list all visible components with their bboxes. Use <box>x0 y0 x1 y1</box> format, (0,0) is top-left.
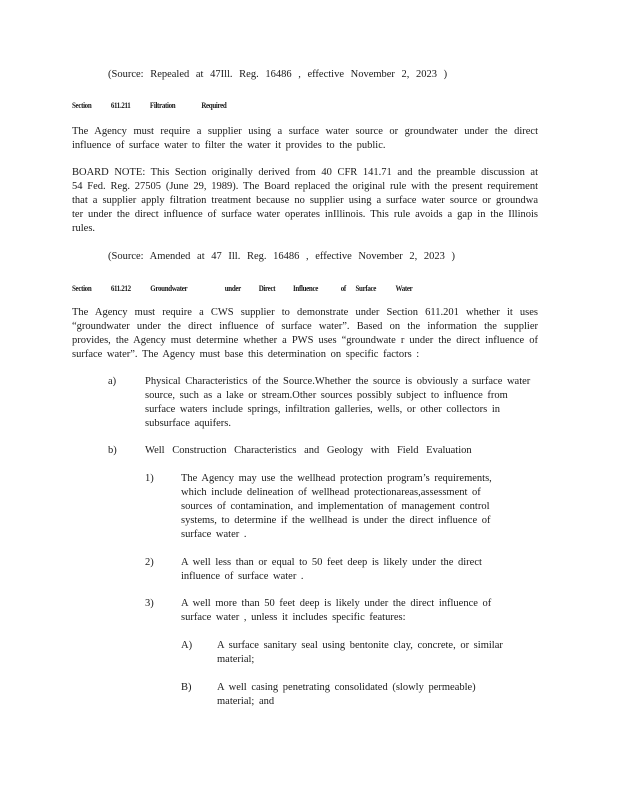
section-title-word: under <box>224 283 241 293</box>
section-label: Section <box>72 100 92 110</box>
subitem-text: The Agency may use the wellhead protection program’s requirements, which include delineation of wellhead protectionareas,assessment of sources of contamination, and implementation of management control systems, to determine if the wellhead is under the direct influence of surface water . <box>181 473 492 540</box>
subitem-text: A well more than 50 feet deep is likely under the direct influence of surface water , unless it includes specific features: <box>181 598 492 623</box>
section-212-intro: The Agency must require a CWS supplier to demonstrate under Section 611.201 whether it uses “groundwater under the direct influence of surface water”. Based on the information the supplier provides, the Agency must determine whether a PWS uses “groundwate r under the direct influence of surface water”. The Agency must base this determination on specific factors : <box>72 307 538 360</box>
section-211-body: The Agency must require a supplier using a surface water source or groundwater under the direct influence of surface water to filter the water it provides to the public. <box>72 126 538 151</box>
source-note-repealed: (Source: Repealed at 47Ill. Reg. 16486 , effective November 2, 2023 ) <box>108 69 448 80</box>
section-title-word: of <box>340 283 346 293</box>
section-number: 611.212 <box>110 283 131 293</box>
section-title-word: Water <box>395 283 413 293</box>
section-title-word: Direct <box>258 283 276 293</box>
section-title-word: Surface <box>355 283 377 293</box>
item-label: b) <box>108 445 117 456</box>
board-note: BOARD NOTE: This Section originally derived from 40 CFR 141.71 and the preamble discussion at 54 Fed. Reg. 27505 (June 29, 1989). The Board replaced the original rule with the present requirement that a supplier apply filtration treatment because no supplier using a surface water source or groundwa ter under the direct influence of surface water operates inIllinois. This rule avoids a gap in the Illinois rules. <box>72 167 538 234</box>
subitem-label: 3) <box>145 598 154 609</box>
section-number: 611.211 <box>110 100 131 110</box>
subsubitem-text: A well casing penetrating consolidated (slowly permeable) material; and <box>217 682 476 707</box>
subsubitem-text: A surface sanitary seal using bentonite clay, concrete, or similar material; <box>217 640 503 665</box>
section-611-212-heading <box>72 281 412 295</box>
subsubitem-label: A) <box>181 640 193 651</box>
item-text: Well Construction Characteristics and Geology with Field Evaluation <box>145 445 472 456</box>
subsubitem-label: B) <box>181 682 192 693</box>
source-note-amended: (Source: Amended at 47 Ill. Reg. 16486 , effective November 2, 2023 ) <box>108 251 455 262</box>
item-text: Physical Characteristics of the Source.Whether the source is obviously a surface water source, such as a lake or stream.Other sources possibly subject to influence from surface waters include springs, infiltration galleries, wells, or other collectors in subsurface aquifers. <box>145 376 531 429</box>
subitem-label: 2) <box>145 557 154 568</box>
item-label: a) <box>108 376 117 387</box>
section-label: Section <box>72 283 92 293</box>
section-title-word: Required <box>201 100 227 110</box>
section-title-word: Filtration <box>149 100 176 110</box>
section-title-word: Influence <box>293 283 318 293</box>
section-title-word: Groundwater <box>150 283 188 293</box>
subitem-label: 1) <box>145 473 154 484</box>
subitem-text: A well less than or equal to 50 feet deep is likely under the direct influence of surface water . <box>181 557 482 582</box>
section-611-211-heading <box>72 98 226 112</box>
